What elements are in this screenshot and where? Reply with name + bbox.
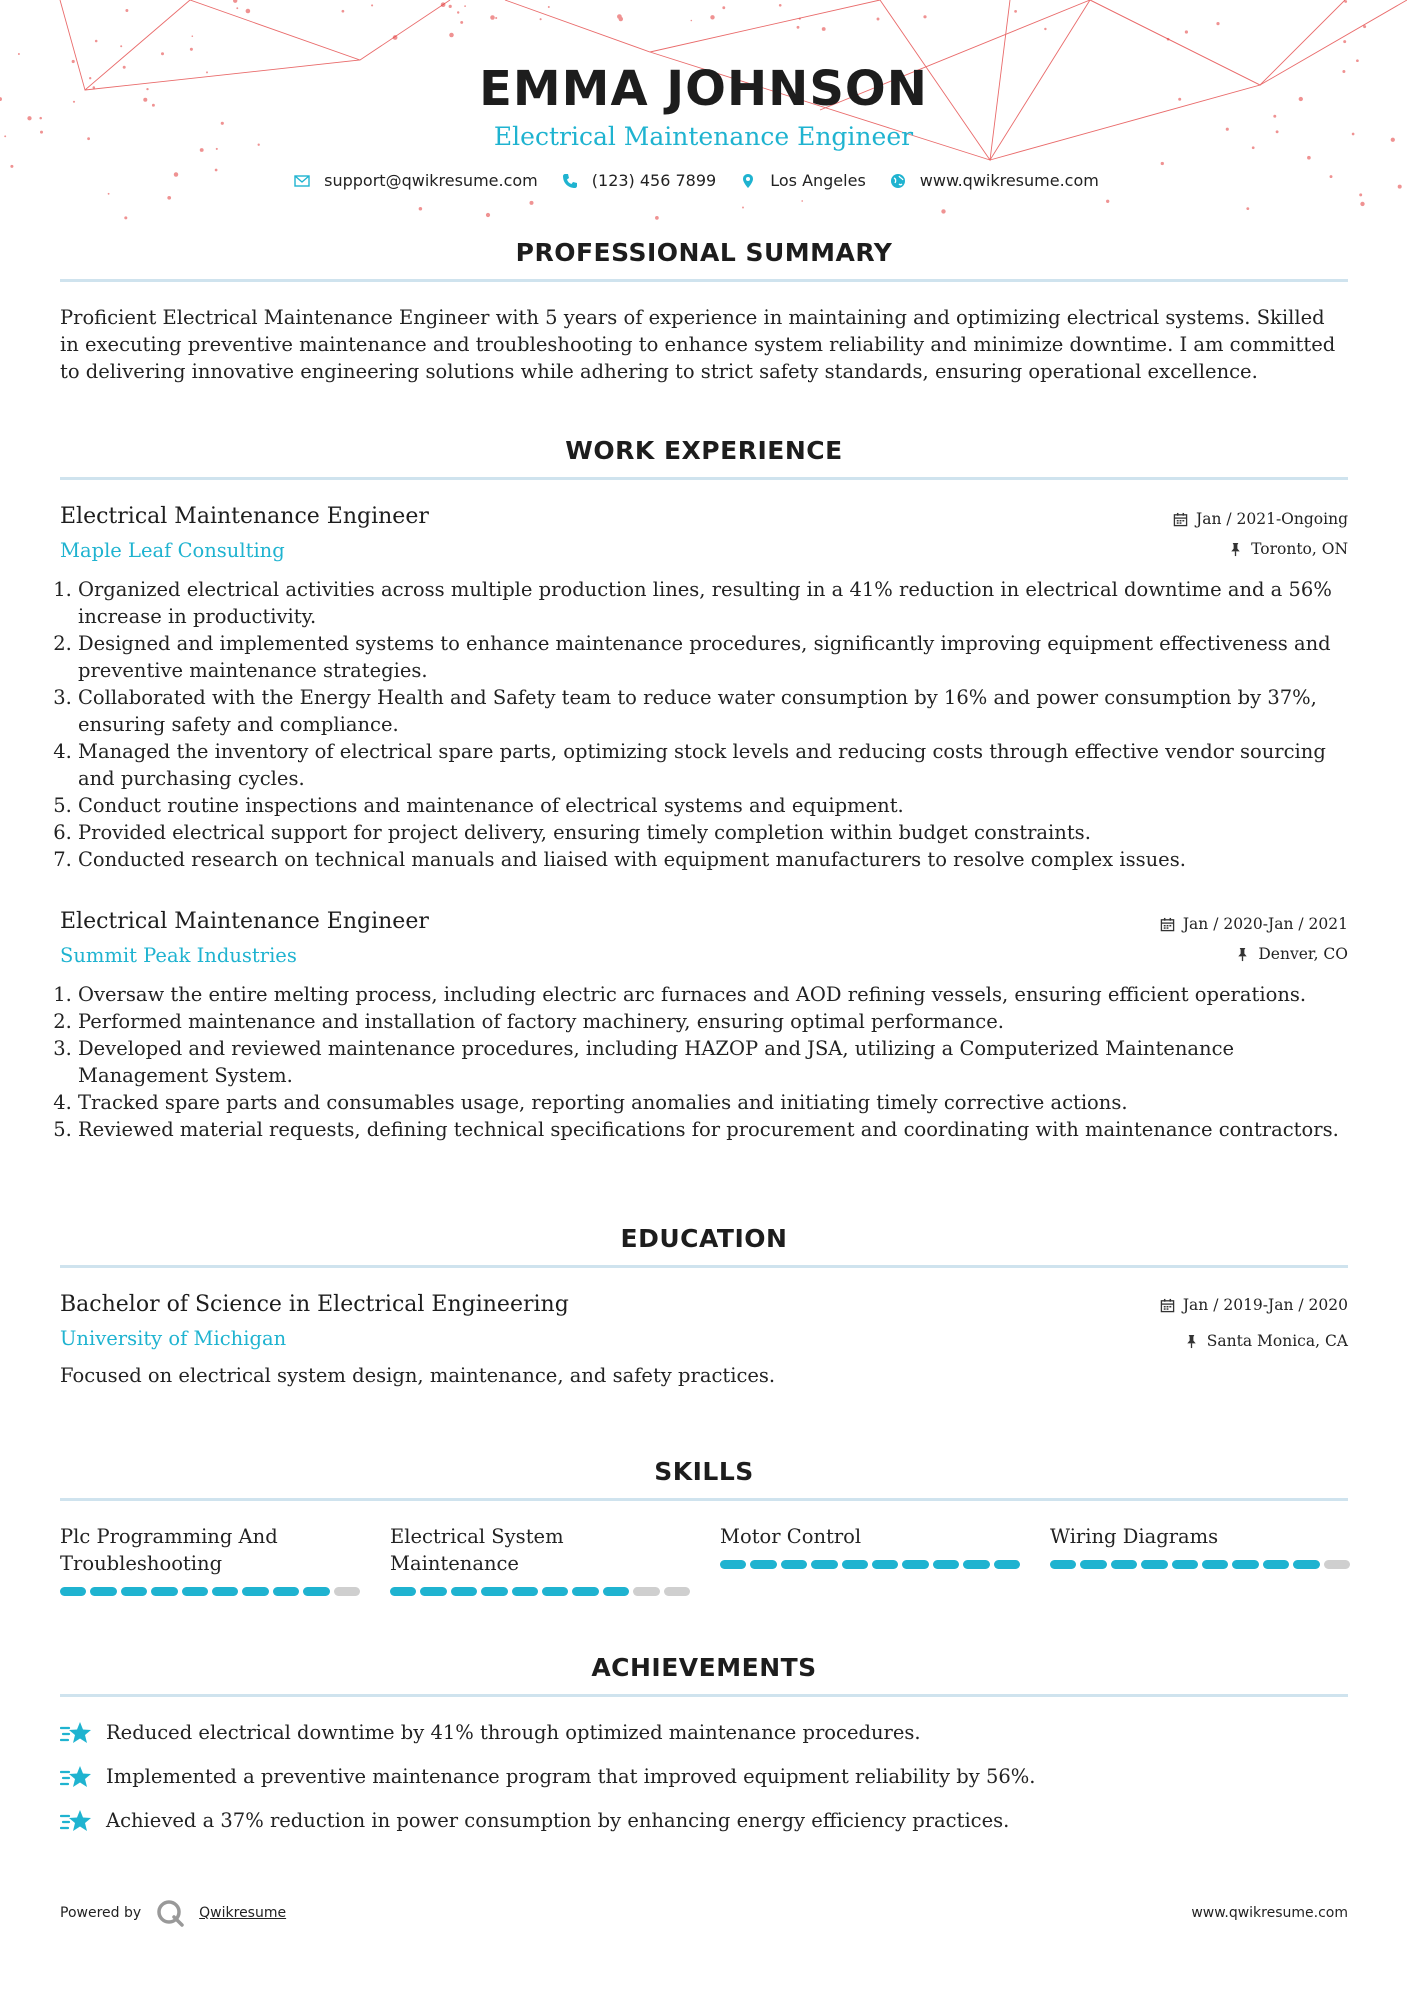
list-item: 5. Reviewed material requests, defining technical specifications for procurement and coordinating with maintenance contractors. — [78, 1116, 1348, 1143]
skill-segment-filled — [182, 1587, 208, 1596]
calendar-icon — [1173, 512, 1188, 527]
skill-segment-filled — [872, 1560, 898, 1569]
list-item: 2. Performed maintenance and installation of factory machinery, ensuring optimal performance. — [78, 1008, 1348, 1035]
skill-item — [1050, 1523, 1350, 1596]
skill-segment-filled — [512, 1587, 538, 1596]
candidate-title: Electrical Maintenance Engineer — [493, 122, 914, 151]
job-entry — [60, 504, 1348, 873]
skill-item — [60, 1523, 360, 1596]
skill-segment-filled — [60, 1587, 86, 1596]
skill-segment-empty — [334, 1587, 360, 1596]
education-section — [60, 1224, 1348, 1387]
skill-segment-filled — [1263, 1560, 1289, 1569]
section-divider — [60, 1265, 1348, 1268]
skill-rating-bar — [390, 1587, 690, 1596]
skills-heading: SKILLS — [654, 1457, 754, 1486]
skill-segment-filled — [1111, 1560, 1137, 1569]
job-dates: Jan / 2021-Ongoing — [1195, 510, 1348, 528]
section-divider — [60, 1498, 1348, 1501]
contact-website[interactable] — [890, 171, 1099, 190]
job-dates: Jan / 2020-Jan / 2021 — [1182, 915, 1348, 933]
experience-heading: WORK EXPERIENCE — [565, 436, 843, 465]
envelope-icon — [294, 173, 310, 189]
section-divider — [60, 477, 1348, 480]
job-bullets — [60, 576, 1348, 873]
footer-website[interactable]: www.qwikresume.com — [1191, 1905, 1348, 1921]
list-item — [60, 1763, 1348, 1790]
list-item: 7. Conducted research on technical manuals and liaised with equipment manufacturers to resolve complex issues. — [78, 846, 1348, 873]
education-entry — [60, 1292, 1348, 1387]
list-item: 6. Provided electrical support for project delivery, ensuring timely completion within budget constraints. — [78, 819, 1348, 846]
skill-segment-filled — [720, 1560, 746, 1569]
skill-rating-bar — [720, 1560, 1020, 1569]
job-role: Electrical Maintenance Engineer — [60, 504, 429, 529]
skills-list — [60, 1523, 1348, 1596]
job-company: Summit Peak Industries — [60, 944, 297, 967]
education-location: Santa Monica, CA — [1206, 1332, 1348, 1350]
map-pin-icon — [740, 173, 756, 189]
skill-segment-filled — [90, 1587, 116, 1596]
skill-rating-bar — [60, 1587, 360, 1596]
degree: Bachelor of Science in Electrical Engineering — [60, 1292, 569, 1317]
skill-segment-filled — [572, 1587, 598, 1596]
contact-bar — [0, 171, 1407, 190]
education-description: Focused on electrical system design, maintenance, and safety practices. — [60, 1364, 776, 1387]
list-item — [60, 1719, 1348, 1746]
skill-segment-filled — [933, 1560, 959, 1569]
skill-segment-filled — [1172, 1560, 1198, 1569]
list-item: 3. Developed and reviewed maintenance procedures, including HAZOP and JSA, utilizing a Computerized Maintenance Management System. — [78, 1035, 1348, 1089]
contact-phone[interactable] — [562, 171, 716, 190]
skill-segment-filled — [420, 1587, 446, 1596]
skill-segment-filled — [212, 1587, 238, 1596]
list-item: 3. Collaborated with the Energy Health and Safety team to reduce water consumption by 16% and power consumption by 37%, ensuring safety and compliance. — [78, 684, 1348, 738]
list-item: 1. Oversaw the entire melting process, including electric arc furnaces and AOD refining vessels, ensuring efficient operations. — [78, 981, 1348, 1008]
skill-segment-empty — [1324, 1560, 1350, 1569]
job-company: Maple Leaf Consulting — [60, 539, 285, 562]
qwikresume-logo-icon — [155, 1898, 185, 1928]
skill-segment-filled — [303, 1587, 329, 1596]
skill-segment-filled — [842, 1560, 868, 1569]
skill-segment-filled — [750, 1560, 776, 1569]
contact-email-text: support@qwikresume.com — [324, 171, 538, 190]
skill-segment-filled — [1141, 1560, 1167, 1569]
contact-location-text: Los Angeles — [770, 171, 866, 190]
skill-segment-filled — [1232, 1560, 1258, 1569]
list-item: 4. Managed the inventory of electrical spare parts, optimizing stock levels and reducing costs through effective vendor sourcing and purchasing cycles. — [78, 738, 1348, 792]
job-location: Denver, CO — [1258, 945, 1348, 963]
achievement-text: Reduced electrical downtime by 41% through optimized maintenance procedures. — [106, 1721, 921, 1744]
skill-segment-filled — [1050, 1560, 1076, 1569]
achievements-heading: ACHIEVEMENTS — [591, 1653, 817, 1682]
shooting-star-icon — [60, 1807, 92, 1835]
job-location: Toronto, ON — [1251, 540, 1348, 558]
skill-segment-filled — [603, 1587, 629, 1596]
contact-phone-text: (123) 456 7899 — [591, 171, 717, 190]
skills-section — [60, 1457, 1348, 1596]
resume-header — [0, 58, 1407, 190]
education-heading: EDUCATION — [620, 1224, 788, 1253]
summary-heading: PROFESSIONAL SUMMARY — [515, 238, 893, 267]
skill-segment-filled — [1293, 1560, 1319, 1569]
school: University of Michigan — [60, 1327, 287, 1350]
phone-icon — [562, 173, 578, 189]
skill-segment-filled — [781, 1560, 807, 1569]
achievement-text: Implemented a preventive maintenance program that improved equipment reliability by 56%. — [106, 1765, 1036, 1788]
job-entry — [60, 909, 1348, 1143]
globe-icon — [890, 173, 906, 189]
list-item: 5. Conduct routine inspections and maintenance of electrical systems and equipment. — [78, 792, 1348, 819]
contact-location — [740, 171, 866, 190]
skill-segment-filled — [811, 1560, 837, 1569]
list-item: 4. Tracked spare parts and consumables usage, reporting anomalies and initiating timely corrective actions. — [78, 1089, 1348, 1116]
shooting-star-icon — [60, 1719, 92, 1747]
pushpin-icon — [1184, 1334, 1199, 1349]
skill-segment-filled — [481, 1587, 507, 1596]
calendar-icon — [1160, 1298, 1175, 1313]
shooting-star-icon — [60, 1763, 92, 1791]
pushpin-icon — [1228, 542, 1243, 557]
skill-segment-filled — [451, 1587, 477, 1596]
pushpin-icon — [1235, 947, 1250, 962]
skill-name: Motor Control — [720, 1525, 862, 1548]
skill-segment-empty — [633, 1587, 659, 1596]
skill-segment-filled — [542, 1587, 568, 1596]
achievement-text: Achieved a 37% reduction in power consumption by enhancing energy efficiency practices. — [106, 1809, 1010, 1832]
job-bullets — [60, 981, 1348, 1143]
powered-by-label: Powered by — [60, 1905, 142, 1921]
skill-item — [390, 1523, 690, 1596]
skill-segment-filled — [902, 1560, 928, 1569]
skill-segment-filled — [242, 1587, 268, 1596]
list-item: 2. Designed and implemented systems to enhance maintenance procedures, significantly improving equipment effectiveness and preventive maintenance strategies. — [78, 630, 1348, 684]
skill-segment-filled — [151, 1587, 177, 1596]
brand-link[interactable]: Qwikresume — [199, 1905, 287, 1921]
skill-segment-filled — [273, 1587, 299, 1596]
achievements-list — [60, 1719, 1348, 1834]
page-footer — [60, 1898, 1348, 1928]
skill-segment-filled — [963, 1560, 989, 1569]
skill-segment-filled — [1080, 1560, 1106, 1569]
contact-website-text: www.qwikresume.com — [919, 171, 1099, 190]
section-divider — [60, 279, 1348, 282]
skill-name: Plc Programming And Troubleshooting — [60, 1525, 278, 1575]
list-item — [60, 1807, 1348, 1834]
candidate-name: EMMA JOHNSON — [479, 61, 928, 117]
achievements-section — [60, 1653, 1348, 1834]
section-divider — [60, 1694, 1348, 1697]
experience-section — [60, 436, 1348, 1143]
summary-text: Proficient Electrical Maintenance Engineer with 5 years of experience in maintaining and optimizing electrical systems. Skilled in executing preventive maintenance and troubleshooting to enhance system reliability and minimize downtime. I am committed to delivering innovative engineering solutions while adhering to strict safety standards, ensuring operational excellence. — [60, 306, 1336, 383]
calendar-icon — [1160, 917, 1175, 932]
contact-email[interactable] — [294, 171, 538, 190]
list-item: 1. Organized electrical activities across multiple production lines, resulting in a 41% reduction in electrical downtime and a 56% increase in productivity. — [78, 576, 1348, 630]
skill-segment-filled — [121, 1587, 147, 1596]
summary-section — [60, 238, 1348, 385]
job-role: Electrical Maintenance Engineer — [60, 909, 429, 934]
skill-segment-filled — [390, 1587, 416, 1596]
education-dates: Jan / 2019-Jan / 2020 — [1182, 1296, 1348, 1314]
skill-rating-bar — [1050, 1560, 1350, 1569]
skill-segment-filled — [994, 1560, 1020, 1569]
skill-segment-filled — [1202, 1560, 1228, 1569]
skill-name: Wiring Diagrams — [1050, 1525, 1219, 1548]
skill-name: Electrical System Maintenance — [390, 1525, 564, 1575]
skill-segment-empty — [664, 1587, 690, 1596]
skill-item — [720, 1523, 1020, 1596]
